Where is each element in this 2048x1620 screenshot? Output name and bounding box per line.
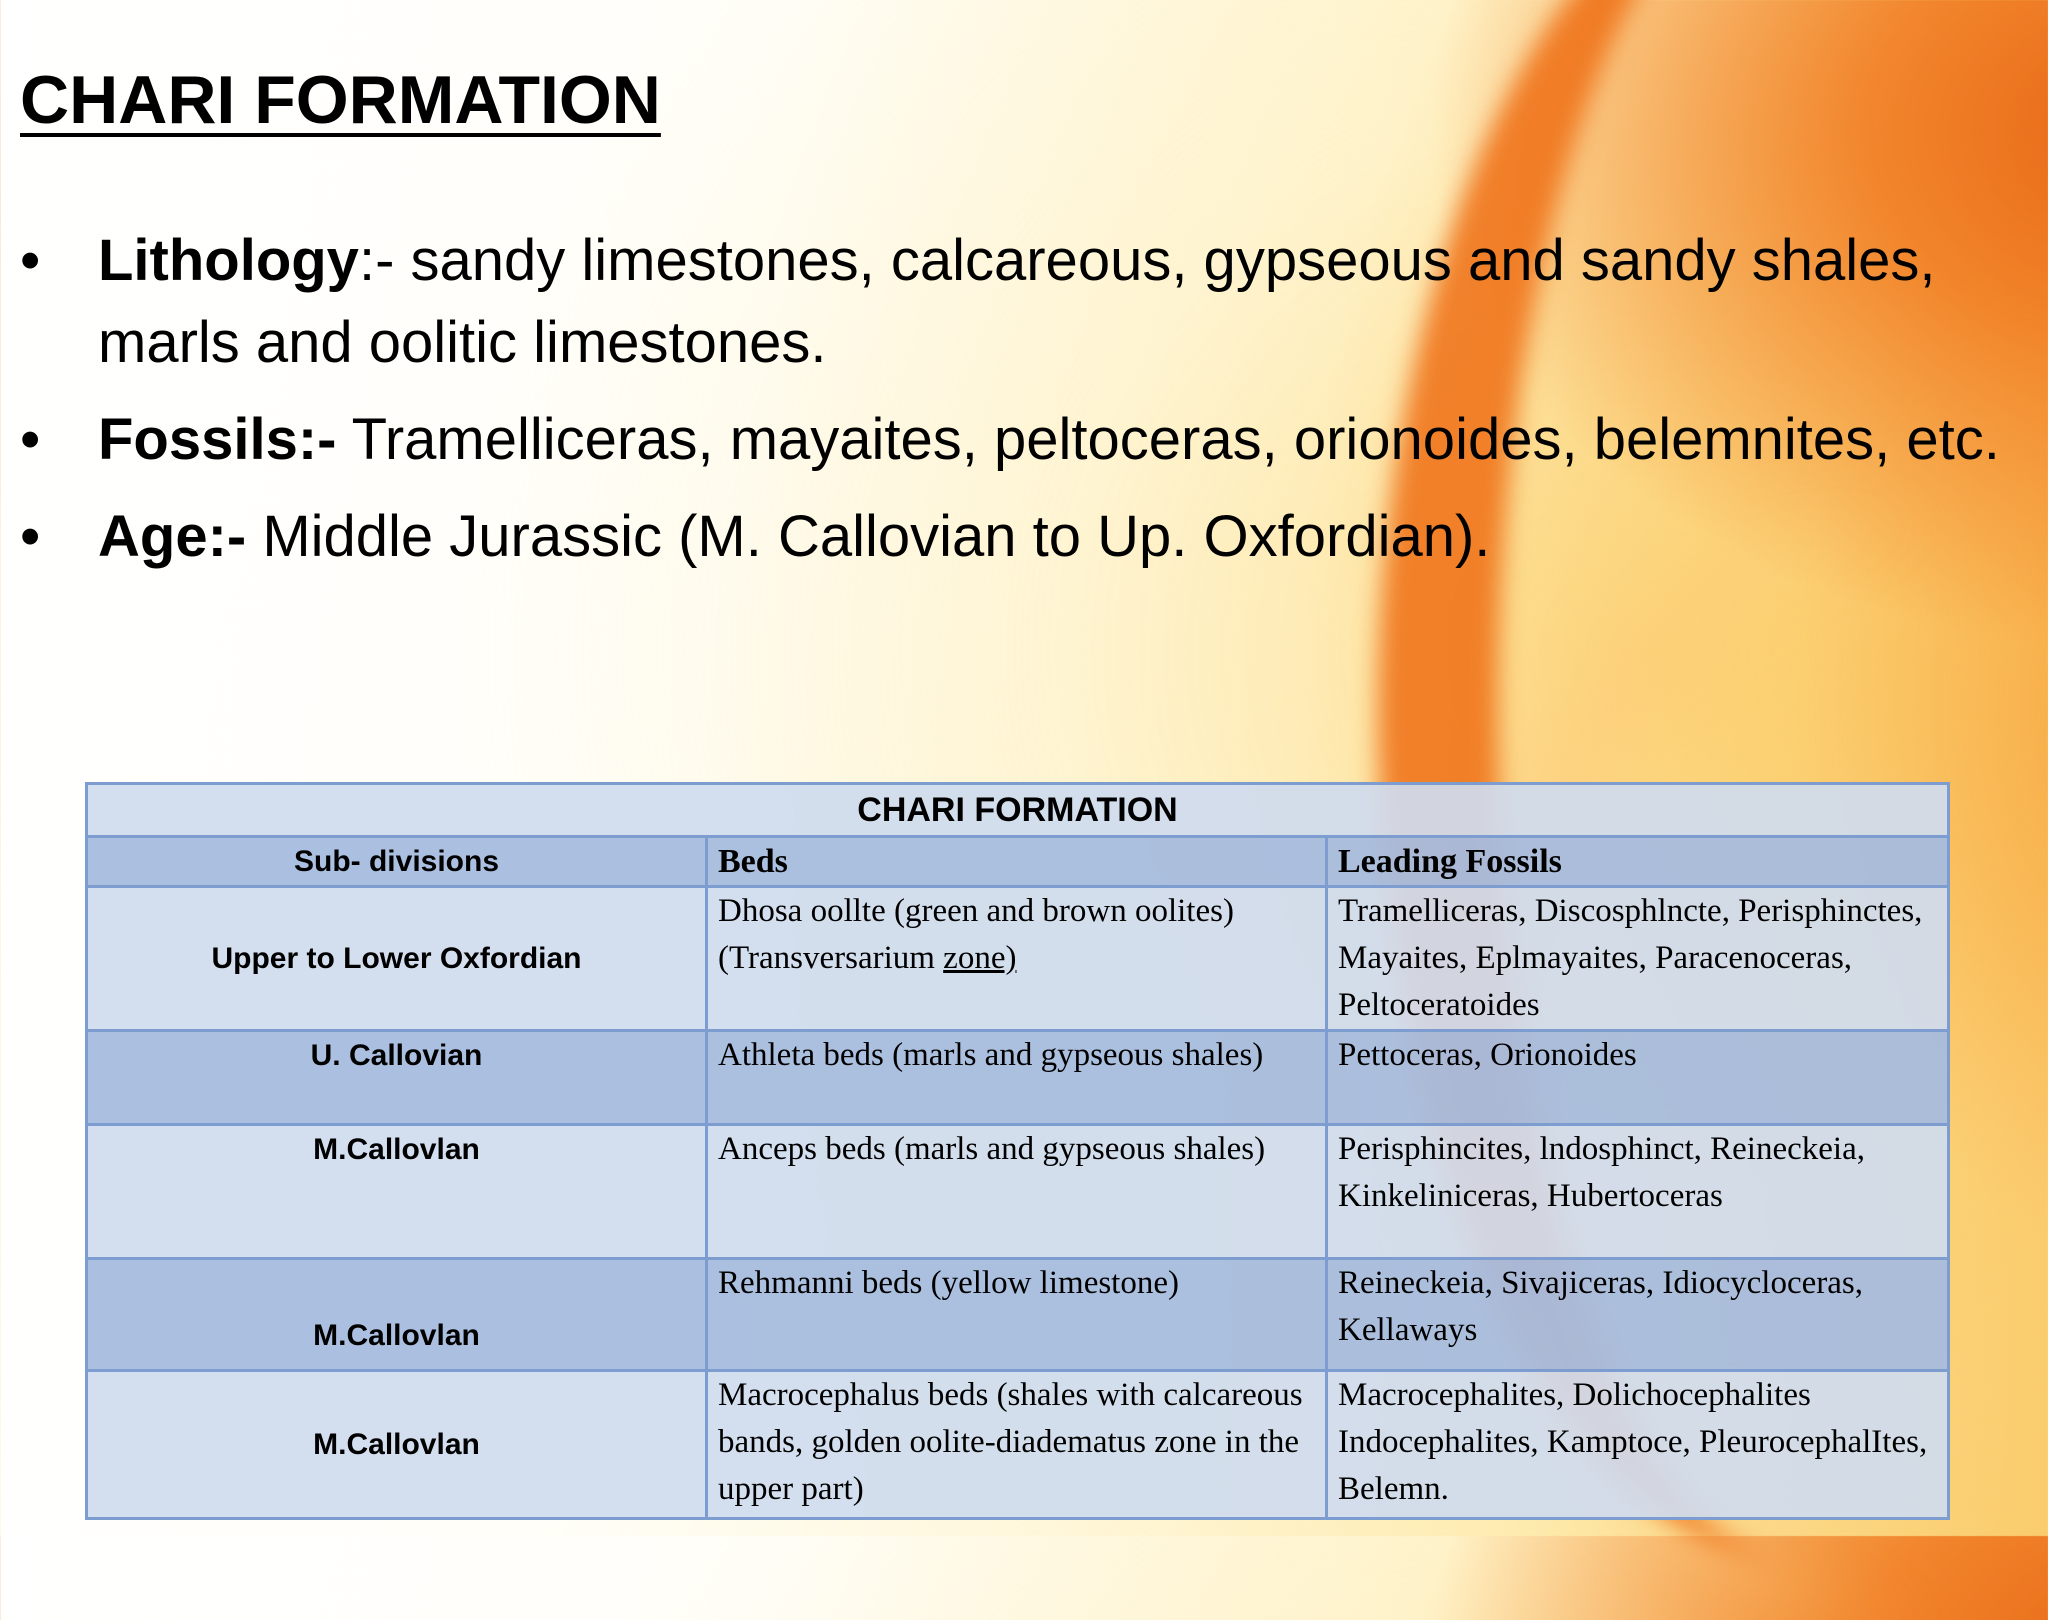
bullet-text: Middle Jurassic (M. Callovian to Up. Oxfordian). [246, 504, 1491, 569]
cell-subdivision: M.Callovlan [87, 1125, 707, 1259]
header-fossils: Leading Fossils [1327, 837, 1949, 887]
table-row [87, 1259, 1949, 1371]
bullet-icon: • [20, 228, 41, 293]
header-beds: Beds [707, 837, 1327, 887]
cell-subdivision: M.Callovlan [87, 1259, 707, 1371]
bullet-age [20, 496, 2020, 578]
bullet-separator: :- [358, 228, 395, 293]
table-row [87, 887, 1949, 1031]
cell-beds [707, 887, 1327, 1031]
bullet-icon: • [20, 504, 41, 569]
beds-text: Dhosa oollte (green and brown oolites) (Transversarium [718, 893, 1234, 976]
cell-beds: Athleta beds (marls and gypseous shales) [707, 1031, 1327, 1125]
table-row [87, 1371, 1949, 1519]
bullet-text: Tramelliceras, mayaites, peltoceras, orionoides, belemnites, etc. [336, 407, 2000, 472]
bullet-label: Fossils:- [98, 407, 337, 472]
table-caption-row [87, 784, 1949, 837]
table-header-row [87, 837, 1949, 887]
table-caption: CHARI FORMATION [87, 784, 1949, 837]
slide-title: CHARI FORMATION [20, 62, 661, 138]
cell-subdivision: M.Callovlan [87, 1371, 707, 1519]
bullet-lithology [20, 220, 2020, 384]
cell-fossils: Pettoceras, Orionoides [1327, 1031, 1949, 1125]
header-subdivisions: Sub- divisions [87, 837, 707, 887]
beds-underlined-text: zone) [943, 940, 1017, 976]
bullet-icon: • [20, 407, 41, 472]
bullet-text: sandy limestones, calcareous, gypseous and sandy shales, marls and oolitic limestones. [98, 228, 1936, 375]
cell-fossils: Macrocephalites, Dolichocephalites Indocephalites, Kamptoce, PleurocephalItes, Belemn. [1327, 1371, 1949, 1519]
table-row [87, 1125, 1949, 1259]
cell-fossils: Reineckeia, Sivajiceras, Idiocycloceras, Kellaways [1327, 1259, 1949, 1371]
bullet-label: Age:- [98, 504, 247, 569]
formation-table [85, 782, 1950, 1520]
bullet-label: Lithology [98, 228, 359, 293]
cell-subdivision: Upper to Lower Oxfordian [87, 887, 707, 1031]
bullet-list [20, 220, 2020, 593]
cell-beds: Rehmanni beds (yellow limestone) [707, 1259, 1327, 1371]
cell-fossils: Perisphincites, lndosphinct, Reineckeia, Kinkeliniceras, Hubertoceras [1327, 1125, 1949, 1259]
cell-beds: Macrocephalus beds (shales with calcareous bands, golden oolite-diadematus zone in the upper part) [707, 1371, 1327, 1519]
cell-fossils: Tramelliceras, Discosphlncte, Perisphinctes, Mayaites, Eplmayaites, Paracenoceras, Peltoceratoides [1327, 887, 1949, 1031]
cell-beds: Anceps beds (marls and gypseous shales) [707, 1125, 1327, 1259]
cell-subdivision: U. Callovian [87, 1031, 707, 1125]
table-row [87, 1031, 1949, 1125]
bullet-fossils [20, 399, 2020, 481]
